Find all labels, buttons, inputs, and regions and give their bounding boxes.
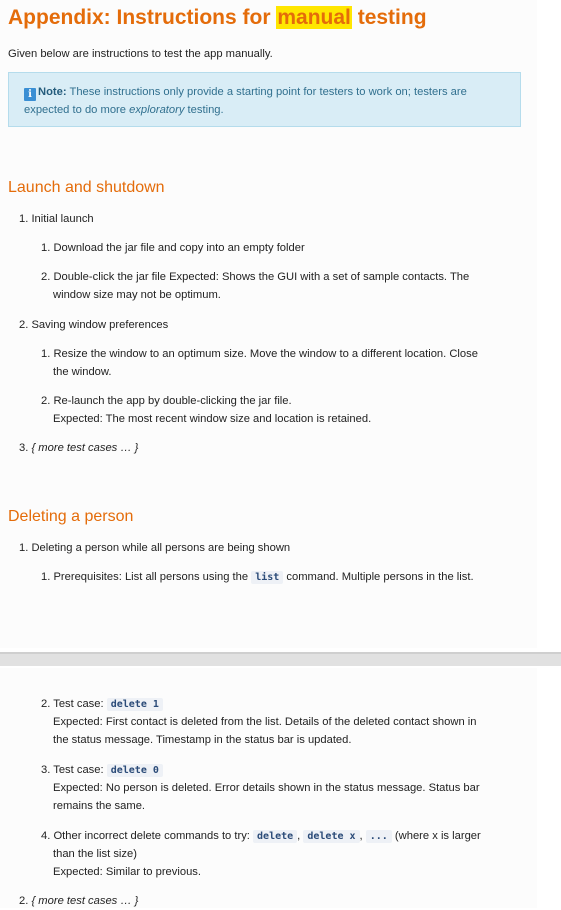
- inline-code: list: [251, 571, 283, 584]
- note-label: Note:: [38, 86, 67, 98]
- list-item-continued: Expected: Similar to previous.: [53, 866, 201, 878]
- list-item: 2. Re-launch the app by double-clicking the jar file.: [41, 395, 292, 407]
- info-icon: i: [24, 88, 36, 101]
- inline-code: delete 0: [107, 764, 163, 777]
- section-heading-deleting: Deleting a person: [8, 508, 134, 525]
- list-item: 1. Download the jar file and copy into an empty folder: [41, 242, 305, 254]
- search-highlight: manual: [277, 6, 351, 29]
- inline-code: delete x: [303, 830, 359, 843]
- list-item: 1. Resize the window to an optimum size. Move the window to a different location. Close: [41, 348, 478, 360]
- intro-text: Given below are instructions to test the app manually.: [8, 48, 273, 60]
- inline-code: ...: [366, 830, 392, 843]
- section-heading-launch: Launch and shutdown: [8, 179, 165, 196]
- list-item-continued: than the list size): [53, 848, 137, 860]
- inline-code: delete: [253, 830, 297, 843]
- list-item-continued: remains the same.: [53, 800, 146, 812]
- list-item-continued: Expected: The most recent window size and location is retained.: [53, 413, 372, 425]
- list-item-continued: Expected: First contact is deleted from the list. Details of the deleted contact shown in: [53, 716, 477, 728]
- page-title: Appendix: Instructions for manual testing: [8, 6, 427, 29]
- list-item: 1. Deleting a person while all persons are being shown: [19, 542, 291, 554]
- list-item-continued: window size may not be optimum.: [53, 289, 221, 301]
- list-item: 2. Double-click the jar file Expected: Shows the GUI with a set of sample contacts. The: [41, 271, 470, 283]
- note-box: i Note: These instructions only provide a starting point for testers to work on; testers are expected to do more exploratory testing.: [8, 72, 521, 127]
- inline-code: delete 1: [107, 698, 163, 711]
- list-item-continued: the status message. Timestamp in the status bar is updated.: [53, 734, 352, 746]
- list-item: 4. Other incorrect delete commands to try: delete , delete x , ... (where x is larger: [41, 830, 481, 842]
- list-item: 1. Initial launch: [19, 213, 94, 225]
- page-break-divider: [0, 652, 561, 666]
- list-item: 3. Test case: delete 0: [41, 761, 163, 780]
- list-item: 2. { more test cases … }: [19, 895, 139, 907]
- list-item-continued: the window.: [53, 366, 112, 378]
- list-item: 3. { more test cases … }: [19, 442, 139, 454]
- list-item: 1. Prerequisites: List all persons using the list command. Multiple persons in the list.: [41, 571, 474, 583]
- list-item: 2. Saving window preferences: [19, 319, 169, 331]
- list-item-continued: Expected: No person is deleted. Error details shown in the status message. Status bar: [53, 782, 480, 794]
- list-item: 2. Test case: delete 1: [41, 695, 163, 714]
